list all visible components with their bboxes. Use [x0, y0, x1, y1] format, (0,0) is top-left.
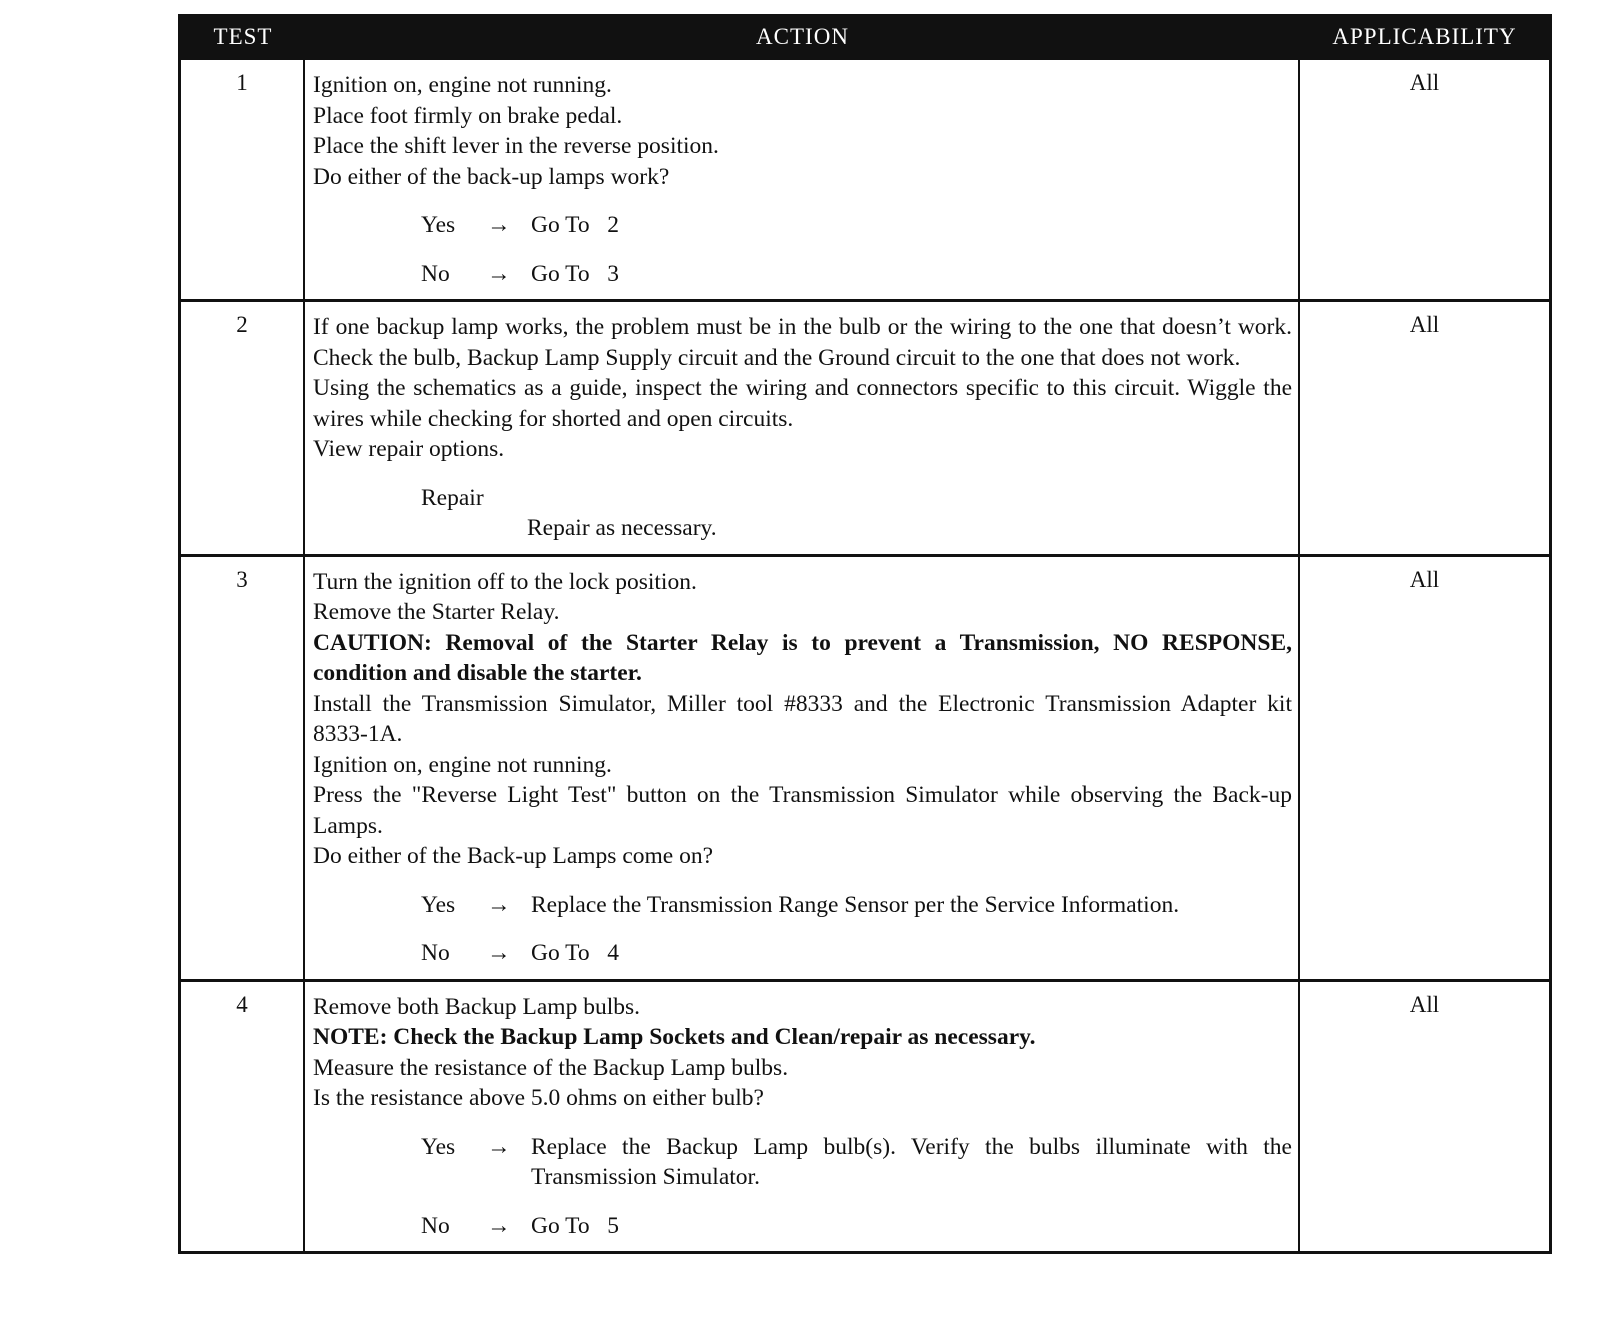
- action-paragraph: Measure the resistance of the Backup Lamp bulbs.: [313, 1054, 789, 1081]
- branch-result: Replace the Backup Lamp bulb(s). Verify the bulbs illuminate with the Transmission Simulator.: [531, 1133, 1292, 1190]
- repair-text: Repair as necessary.: [527, 515, 717, 541]
- applicability: All: [1409, 312, 1440, 337]
- action-paragraph: Is the resistance above 5.0 ohms on either bulb?: [313, 1085, 764, 1111]
- action-cell: [305, 557, 1300, 979]
- action-paragraph: Remove the Starter Relay.: [313, 599, 560, 625]
- arrow-icon: →: [487, 1133, 511, 1160]
- applicability: All: [1409, 70, 1440, 95]
- branch-result: Go To 4: [531, 940, 620, 966]
- header-applicability: APPLICABILITY: [1332, 24, 1517, 49]
- action-paragraph: Remove both Backup Lamp bulbs.: [313, 993, 640, 1020]
- action-paragraph: Using the schematics as a guide, inspect the wiring and connectors specific to this circuit. Wiggle the wires while checking for shorted and open circuits.: [313, 375, 1292, 432]
- arrow-icon: →: [487, 940, 511, 966]
- branch-result: Go To 2: [531, 212, 620, 238]
- branch-yes: [421, 210, 1292, 241]
- action-line: Do either of the back-up lamps work?: [313, 163, 670, 190]
- branch-yes: [421, 1132, 1292, 1193]
- arrow-icon: →: [487, 260, 511, 287]
- table-row: [181, 299, 1549, 554]
- header-test: TEST: [213, 24, 273, 49]
- branch-answer: No: [421, 1212, 450, 1239]
- test-number: 2: [181, 302, 305, 554]
- action-paragraph: Install the Transmission Simulator, Miller tool #8333 and the Electronic Transmission Adapter kit 8333-1A.: [313, 690, 1292, 747]
- arrow-icon: →: [487, 891, 511, 918]
- applicability: All: [1409, 566, 1440, 592]
- branch-result: Replace the Transmission Range Sensor per the Service Information.: [531, 891, 1180, 918]
- test-number: 3: [181, 557, 305, 979]
- header-action: ACTION: [756, 24, 849, 49]
- table-row: [181, 979, 1549, 1252]
- action-paragraph: Do either of the Back-up Lamps come on?: [313, 843, 714, 869]
- action-cell: [305, 60, 1300, 299]
- branch-answer: No: [421, 940, 450, 966]
- branch-yes: [421, 890, 1292, 921]
- branch-answer: Yes: [421, 212, 456, 238]
- action-line: Place foot firmly on brake pedal.: [313, 102, 623, 129]
- table-header: [181, 17, 1549, 57]
- branch-no: [421, 1211, 1292, 1242]
- repair-label: Repair: [421, 484, 484, 511]
- test-number: 4: [181, 982, 305, 1252]
- applicability: All: [1409, 991, 1440, 1017]
- table-row: [181, 57, 1549, 299]
- action-paragraph: View repair options.: [313, 436, 505, 462]
- action-paragraph: Ignition on, engine not running.: [313, 751, 612, 778]
- arrow-icon: →: [487, 212, 511, 238]
- test-number: 1: [181, 60, 305, 299]
- branch-no: [421, 259, 1292, 290]
- note-text: NOTE: Check the Backup Lamp Sockets and Clean/repair as necessary.: [313, 1024, 1036, 1050]
- action-line: Ignition on, engine not running.: [313, 72, 612, 98]
- branch-result: Go To 3: [531, 260, 620, 287]
- action-cell: [305, 982, 1300, 1252]
- branch-answer: Yes: [421, 891, 456, 918]
- action-line: Place the shift lever in the reverse position.: [313, 133, 719, 159]
- action-paragraph: Press the "Reverse Light Test" button on the Transmission Simulator while observing the Back-up Lamps.: [313, 782, 1292, 839]
- branch-answer: Yes: [421, 1133, 456, 1160]
- action-paragraph: Turn the ignition off to the lock position.: [313, 568, 697, 595]
- action-paragraph: If one backup lamp works, the problem must be in the bulb or the wiring to the one that doesn’t work. Check the bulb, Backup Lamp Supply circuit and the Ground circuit to the one that does not work.: [313, 314, 1292, 371]
- branch-no: [421, 938, 1292, 969]
- action-cell: [305, 302, 1300, 554]
- diagnostic-table: [178, 14, 1552, 1254]
- branch-result: Go To 5: [531, 1212, 620, 1239]
- caution-text: CAUTION: Removal of the Starter Relay is to prevent a Transmission, NO RESPONSE, condition and disable the starter.: [313, 629, 1292, 686]
- branch-answer: No: [421, 260, 450, 287]
- arrow-icon: →: [487, 1212, 511, 1239]
- table-row: [181, 554, 1549, 979]
